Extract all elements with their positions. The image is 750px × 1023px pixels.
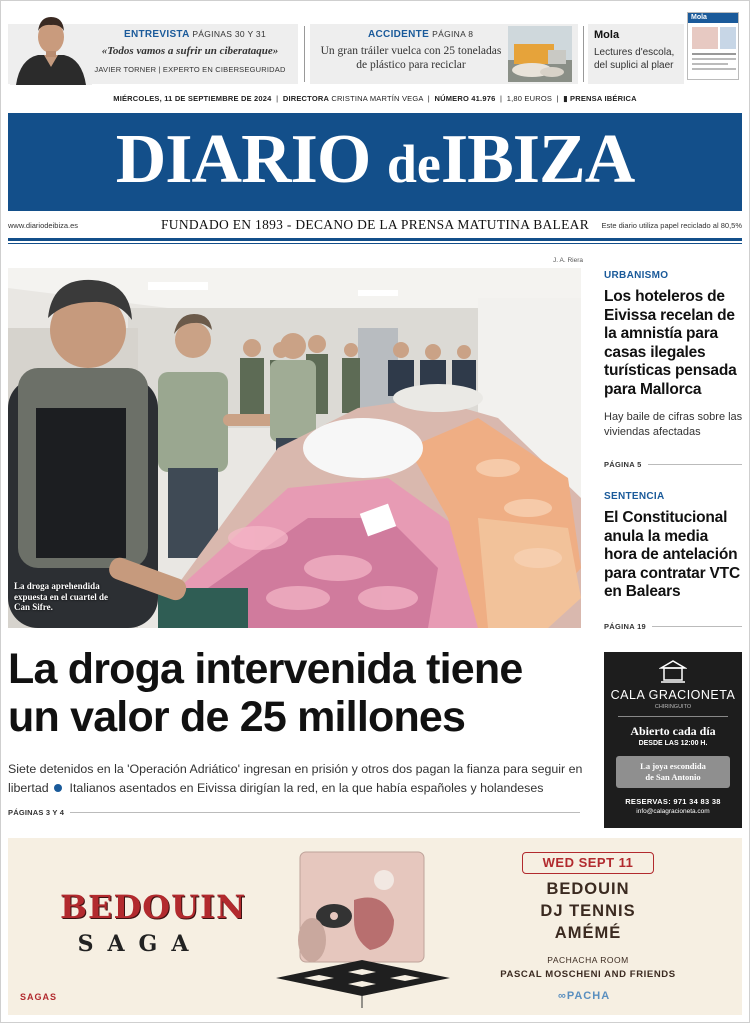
cala-divider xyxy=(618,716,728,717)
masthead-part2: de xyxy=(386,134,441,194)
cala-jewel-badge xyxy=(616,756,730,788)
cala-jewel-line1: La joya escondida xyxy=(640,761,706,771)
cala-jewel-line2: de San Antonio xyxy=(645,772,701,782)
bullet-icon xyxy=(54,784,62,792)
mola-text: Lectures d'escola, del suplici al plaer xyxy=(594,47,675,71)
dateline-price: 1,80 EUROS xyxy=(506,94,553,103)
dateline-director-label: DIRECTORA xyxy=(282,94,330,103)
masthead-part1: DIARIO xyxy=(115,121,371,198)
chiringuito-icon xyxy=(659,658,687,684)
lineup-artist-1: BEDOUIN xyxy=(546,880,630,898)
story2-headline[interactable]: El Constitucional anula la media hora de antelación para contratar VTC en Balears xyxy=(604,509,740,600)
headline-line1: La droga intervenida tiene xyxy=(8,645,523,693)
accident-pages: PÁGINA 8 xyxy=(432,29,474,39)
lineup-artist-2: DJ TENNIS xyxy=(540,902,636,920)
dateline-director: CRISTINA MARTÍN VEGA xyxy=(331,94,424,103)
cala-phone: RESERVAS: 971 34 83 38 xyxy=(625,797,721,806)
cala-open: Abierto cada día xyxy=(630,724,716,738)
teaser-accident[interactable] xyxy=(310,24,578,84)
ad-bedouin-pacha[interactable] xyxy=(8,838,742,1015)
accident-photo xyxy=(508,26,572,82)
founded-line: FUNDADO EN 1893 - DECANO DE LA PRENSA MATUTINA BALEAR xyxy=(160,217,590,232)
lineup-artist-3: AMÉMÉ xyxy=(554,924,622,942)
interview-byline: JAVIER TORNER | EXPERTO EN CIBERSEGURIDAD xyxy=(94,65,286,74)
sagas-brand: SAGAS xyxy=(20,992,58,1002)
story2-page[interactable]: PÁGINA 19 xyxy=(604,622,647,631)
teaser-mola[interactable] xyxy=(588,24,684,84)
deck-part1: Siete detenidos en la 'Operación Adriático' ingresan en prisión y otros dos pagan la fianza para seguir en libertad xyxy=(8,762,583,795)
dateline-date: MIÉRCOLES, 11 DE SEPTIEMBRE DE 2024 xyxy=(113,94,272,103)
bedouin-logo-bottom: SAGA xyxy=(77,931,203,957)
story1-page[interactable]: PÁGINA 5 xyxy=(604,460,642,469)
main-deck xyxy=(8,760,598,798)
mini-cover-title: Mola xyxy=(688,13,738,23)
accident-text: Un gran tráiler vuelca con 25 toneladas de plástico para reciclar xyxy=(320,45,502,71)
lineup xyxy=(488,878,688,944)
headline-line2: un valor de 25 millones xyxy=(8,693,466,741)
event-date: WED SEPT 11 xyxy=(522,852,654,874)
main-pages[interactable]: PÁGINAS 3 Y 4 xyxy=(8,808,65,817)
interview-label: ENTREVISTA xyxy=(124,29,190,40)
main-photo[interactable] xyxy=(8,268,581,628)
masthead-rule-thin xyxy=(8,243,742,244)
event-friends: PASCAL MOSCHENI AND FRIENDS xyxy=(500,969,676,980)
mola-mini-cover[interactable] xyxy=(687,12,739,80)
ad-cala-gracioneta[interactable] xyxy=(604,652,742,828)
story1-headline[interactable]: Los hoteleros de Eivissa recelan de la amnistía para casas ilegales turísticas pensada para Mallorca xyxy=(604,288,737,398)
cherries-icon: ∞ xyxy=(558,990,567,1002)
photo-credit: J. A. Riera xyxy=(553,257,583,264)
story2-label: SENTENCIA xyxy=(604,491,665,502)
mola-label: Mola xyxy=(594,29,620,41)
event-room: PACHACHA ROOM xyxy=(547,955,629,965)
masthead-rule xyxy=(8,238,742,241)
photo-caption: La droga aprehendida expuesta en el cuartel de Can Sifre. xyxy=(14,581,108,612)
cala-email: info@calagracioneta.com xyxy=(636,808,710,815)
main-headline[interactable] xyxy=(8,645,598,741)
prensa-iberica-icon: ▮ xyxy=(563,94,568,103)
bedouin-artwork xyxy=(274,850,452,1010)
bedouin-logo-top: BEDOUIN xyxy=(60,888,247,926)
interview-portrait xyxy=(10,7,92,85)
teaser-divider xyxy=(304,26,305,82)
teaser-divider-2 xyxy=(583,26,584,82)
cala-since: DESDE LAS 12:00 H. xyxy=(638,740,708,747)
pacha-brand xyxy=(558,990,610,1002)
accident-label: ACCIDENTE xyxy=(368,29,430,40)
story1-rule xyxy=(648,464,742,465)
cala-name: CALA GRACIONETA xyxy=(610,688,736,702)
interview-quote: «Todos vamos a sufrir un ciberataque» xyxy=(101,45,279,57)
masthead-title[interactable] xyxy=(8,120,742,204)
main-pages-rule xyxy=(70,812,580,813)
story2-rule xyxy=(652,626,742,627)
site-url[interactable]: www.diariodeibiza.es xyxy=(8,221,79,230)
dateline-group: PRENSA IBÉRICA xyxy=(570,94,637,103)
recycled-note: Este diario utiliza papel reciclado al 80,5% xyxy=(601,221,742,230)
teaser-interview[interactable] xyxy=(8,24,298,84)
masthead-part3: IBIZA xyxy=(440,121,635,198)
mini-cover-art xyxy=(688,23,739,80)
story1-label: URBANISMO xyxy=(604,270,669,281)
dateline-number: NÚMERO 41.976 xyxy=(434,94,496,103)
deck-part2: Italianos asentados en Eivissa dirigían la red, en la que había españoles y holandeses xyxy=(69,781,544,795)
story1-sub: Hay baile de cifras sobre las viviendas afectadas xyxy=(604,411,743,438)
cala-sub: CHIRINGUITO xyxy=(654,704,692,710)
dateline: MIÉRCOLES, 11 DE SEPTIEMBRE DE 2024 | DIRECTORA CRISTINA MARTÍN VEGA | NÚMERO 41.976 | 1,80 EUROS | ▮ PRENSA IBÉRICA xyxy=(113,94,637,103)
drug-seizure-photo xyxy=(8,268,581,628)
interview-pages: PÁGINAS 30 Y 31 xyxy=(192,29,266,39)
pacha-brand-text: PACHA xyxy=(566,990,611,1002)
